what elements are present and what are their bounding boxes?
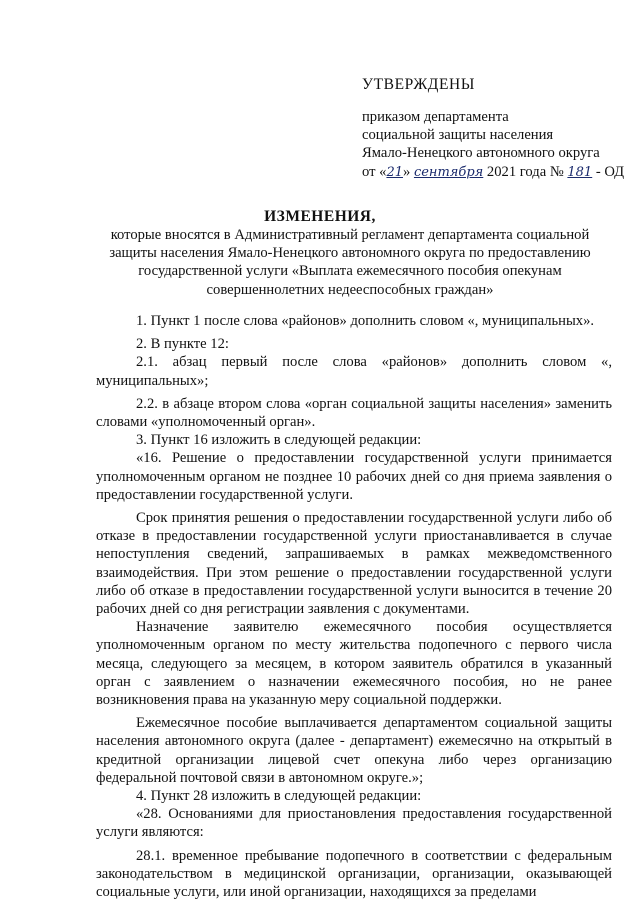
paragraph-2-2: 2.2. в абзаце втором слова «орган социальной защиты населения» заменить словами «уполномоченный орган». [96,395,612,431]
approval-line-1: приказом департамента [362,109,509,125]
subtitle-line: государственной услуги «Выплата ежемесячного пособия опекунам [138,263,562,280]
paragraph-28: «28. Основаниями для приостановления предоставления государственной услуги являются: [96,806,612,841]
paragraph-1: 1. Пункт 1 после слова «районов» дополнить словом «, муниципальных». [136,313,595,329]
paragraph-assignment: Назначение заявителю ежемесячного пособия осуществляется уполномоченным органом по месту жительства подопечного с первого числа месяца, следующего за месяцем, в котором заявитель обратился в указанный орган с заявлением о назначении ежемесячного пособия, но не ранее возникновения права на указанную меру социальной поддержки. [96,619,612,709]
date-mid-1: » [402,163,414,180]
approval-line-3: Ямало-Ненецкого автономного округа [362,145,600,162]
date-mid-2: 2021 года № [483,163,568,180]
document-body [96,312,612,901]
paragraph-28-1: 28.1. временное пребывание подопечного в соответствии с федеральным законодательством в медицинской организации, организации, оказывающей социальные услуги, или иной организации, находящихся за пределами [96,847,612,901]
document-title: ИЗМЕНЕНИЯ, [264,208,376,225]
order-suffix: - ОД [592,163,625,180]
date-prefix: от « [362,163,387,180]
approval-line-2: социальной защиты населения [362,127,554,144]
handwritten-month: сентября [413,164,484,180]
document-subtitle [90,226,610,299]
handwritten-number: 181 [567,164,593,180]
paragraph-16: «16. Решение о предоставлении государственной услуги принимается уполномоченным органом не позднее 10 рабочих дней со дня приема заявления о предоставлении государственной услуги. [96,450,612,503]
paragraph-2: 2. В пункте 12: [136,336,229,353]
subtitle-line: защиты населения Ямало-Ненецкого автономного округа по предоставлению [109,245,591,262]
paragraph-2-1: 2.1. абзац первый после слова «районов» дополнить словом «, муниципальных»; [96,354,612,389]
subtitle-line: совершеннолетних недееспособных граждан» [206,281,494,298]
paragraph-3: 3. Пункт 16 изложить в следующей редакции: [136,432,422,449]
paragraph-4: 4. Пункт 28 изложить в следующей редакции: [136,788,422,805]
subtitle-line: которые вносятся в Административный регламент департамента социальной [110,227,590,243]
paragraph-term: Срок принятия решения о предоставлении государственной услуги либо об отказе в предоставлении государственной услуги приостанавливается в случае непоступления сведений, запрашиваемых в рамках межведомственного взаимодействия. При этом решение о предоставлении государственной услуги либо об отказе в предоставлении государственной услуги выносится в течение 20 рабочих дней со дня регистрации заявления с документами. [96,510,612,618]
paragraph-payment: Ежемесячное пособие выплачивается департаментом социальной защиты населения автономного округа (далее - департамент) ежемесячно на открытый в кредитной организации лицевой счет опекуна либо через организацию федеральной почтовой связи в автономном округе.»; [96,715,612,786]
approval-title: УТВЕРЖДЕНЫ [362,76,475,93]
approval-date-line [362,163,625,182]
handwritten-day: 21 [386,164,403,180]
approval-block [362,108,625,182]
